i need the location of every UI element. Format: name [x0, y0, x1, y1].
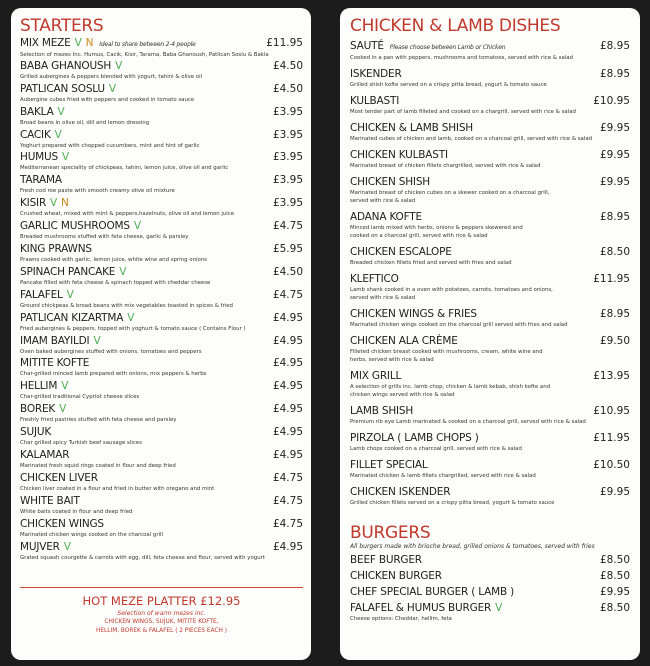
menu-item	[350, 486, 630, 507]
item-name-line	[20, 335, 273, 348]
item-name-line	[350, 586, 600, 599]
starters-panel	[11, 8, 311, 660]
vegetarian-badge: V	[66, 288, 74, 301]
menu-item	[350, 246, 630, 267]
item-name: KISIR	[20, 197, 47, 210]
item-description: Oven baked aubergines stuffed with onions, tomatoes and peppers	[20, 348, 202, 355]
item-price: £4.95	[272, 449, 303, 462]
item-description: cooked on a charcoal grill, served with rice & salad	[350, 233, 488, 239]
item-main	[20, 151, 273, 172]
item-name-line	[20, 106, 273, 119]
item-name: CHICKEN LIVER	[20, 471, 98, 484]
item-name-line	[350, 308, 600, 321]
item-name-line	[350, 486, 600, 499]
item-description: A selection of grills inc. lamb chop, chicken & lamb kebab, shish kofte and	[350, 384, 551, 390]
item-price: £4.50	[272, 82, 303, 95]
item-price: £3.95	[272, 151, 303, 164]
item-name-line	[20, 220, 273, 233]
item-main	[20, 243, 273, 264]
item-name: PIRZOLA ( LAMB CHOPS )	[350, 432, 479, 444]
menu-item	[350, 95, 630, 116]
item-description: Char-grilled minced lamb prepared with onions, mix peppers & herbs	[20, 371, 207, 378]
item-description: Lamb shank cooked in a oven with potatoes, carrots, tomatoes and onions,	[350, 287, 553, 293]
item-price: £4.50	[272, 265, 303, 278]
item-price: £9.95	[599, 176, 630, 188]
menu-item	[20, 59, 303, 82]
item-main	[350, 335, 600, 364]
menu-item	[20, 494, 303, 517]
item-description: Fried aubergines & peppers, topped with yoghurt & tomato sauce ( Contains Flour )	[20, 325, 246, 332]
item-price: £8.50	[599, 602, 630, 614]
item-main	[20, 220, 273, 241]
item-main	[350, 308, 600, 329]
item-name-line	[20, 266, 273, 279]
menu-item	[20, 173, 303, 196]
item-name-line	[20, 357, 273, 370]
item-name-line	[20, 129, 273, 142]
item-price: £4.75	[272, 517, 303, 530]
item-main	[20, 129, 273, 150]
vegetarian-badge: V	[108, 82, 116, 95]
item-description: Lamb chops cooked on a charcoal grill, served with rice & salad	[350, 446, 522, 452]
menu-item	[20, 356, 303, 379]
item-main	[20, 174, 273, 195]
item-name: MUJVER	[20, 540, 60, 553]
vegetarian-badge: V	[115, 59, 123, 72]
item-description: Crushed wheat, mixed with mint & peppers,hazelnuts, olive oil and lemon juice	[20, 211, 235, 218]
item-price: £8.95	[599, 308, 630, 320]
item-description: Marinated fresh squid rings coated in flour and deep fried	[20, 463, 176, 470]
menu-item	[350, 40, 630, 62]
item-name-line	[350, 370, 593, 383]
menu-item	[350, 586, 630, 599]
item-price: £3.95	[272, 128, 303, 141]
item-name-line	[20, 472, 273, 485]
item-name: WHITE BAIT	[20, 494, 80, 507]
item-name-line	[350, 211, 600, 224]
menu-item	[350, 602, 630, 623]
section-title-chicken-lamb: CHICKEN & LAMB DISHES	[350, 16, 561, 36]
item-main	[350, 459, 593, 480]
item-description: Prawns cooked with garlic, lemon juice, white wine and spring onions	[20, 257, 207, 264]
item-name-line	[20, 37, 266, 51]
item-price: £10.50	[593, 459, 630, 471]
item-description: Breaded chicken fillets fried and served with fries and salad	[350, 260, 512, 266]
item-price: £10.95	[593, 405, 630, 417]
item-description: Chicken liver coated in a flour and fried in butter with oregano and mint	[20, 485, 215, 492]
vegetarian-badge: V	[133, 220, 141, 233]
menu-item	[20, 379, 303, 402]
item-note: Ideal to share between 2-4 people	[99, 41, 196, 48]
vegetarian-badge: V	[61, 380, 69, 393]
item-name-line	[20, 426, 273, 439]
item-name: BOREK	[20, 403, 56, 416]
item-description: Grated squash courgette & carrots with egg, dill, feta cheese and flour, served with yogurt	[20, 554, 265, 561]
item-description: Fresh cod roe paste with smooth creamy olive oil mixture	[20, 188, 175, 195]
item-description: Most tender part of lamb filleted and cooked on a chargrill, served with rice & salad	[350, 109, 576, 115]
item-description: Marinated chicken wings cooked on the charcoal grill	[20, 531, 164, 538]
item-name-line	[350, 95, 593, 108]
chicken-lamb-list	[350, 40, 630, 507]
item-main	[20, 518, 273, 539]
item-main	[20, 541, 273, 562]
menu-item	[350, 149, 630, 170]
menu-item	[20, 402, 303, 425]
menu-item	[20, 196, 303, 219]
item-main	[20, 266, 273, 287]
item-main	[350, 122, 600, 143]
vegetarian-badge: V	[62, 151, 69, 164]
item-main	[20, 449, 273, 470]
menu-item	[350, 570, 630, 583]
item-name-line	[350, 570, 600, 583]
item-description: Yoghurt prepared with chopped cucumbers, mint and hint of garlic	[20, 142, 200, 149]
item-description: Marinated breast of chicken fillets chargrilled, served with rice & salad	[350, 163, 541, 169]
item-name: HELLIM	[20, 380, 58, 393]
item-name-line	[350, 122, 600, 135]
item-description: Cooked in a pan with peppers, mushrooms and tomatoes, served with rice & salad	[350, 55, 573, 61]
menu-item	[20, 540, 303, 563]
item-main	[20, 60, 273, 81]
item-name: KLEFTICO	[350, 273, 399, 285]
item-description: Ground chickpeas & broad beans with mix vegetables toasted in spices & fried	[20, 302, 233, 309]
item-price: £8.95	[599, 211, 630, 223]
item-main	[350, 176, 600, 205]
item-description: Char grilled spicy Turkish beef sausage slices	[20, 440, 142, 447]
item-main	[20, 380, 273, 401]
item-description: chicken wings served with rice & salad	[350, 392, 455, 398]
vegetarian-badge: V	[50, 197, 58, 210]
item-price: £4.95	[272, 403, 303, 416]
item-description: Char-grilled traditional Cypriot cheese slices	[20, 394, 140, 401]
menu-item	[20, 288, 303, 311]
platter-title: HOT MEZE PLATTER £12.95	[82, 594, 241, 609]
vegetarian-badge: V	[119, 265, 127, 278]
menu-item	[350, 68, 630, 89]
item-name-line	[350, 176, 600, 189]
item-description: Selection of mezes Inc. Humus, Cacik, Kisir, Tarama, Baba Ghanoush, Patlican Soslu & Bakla	[20, 52, 269, 58]
item-description: Marinated chicken wings cooked on the charcoal grill served with fries and salad	[350, 322, 568, 328]
item-name: CHICKEN BURGER	[350, 570, 442, 582]
vegetarian-badge: V	[59, 403, 67, 416]
item-main	[350, 273, 593, 302]
item-description: served with rice & salad	[350, 295, 416, 301]
item-name: MIX GRILL	[350, 370, 402, 382]
item-description: Freshly fried pastries stuffed with feta cheese and parsley	[20, 417, 177, 424]
item-price: £4.50	[272, 59, 303, 72]
item-name-line	[20, 403, 273, 416]
item-main	[350, 586, 600, 599]
item-name: CHICKEN WINGS & FRIES	[350, 308, 477, 320]
item-name-line	[350, 149, 600, 162]
item-main	[350, 95, 593, 116]
item-description: Mediterranean speciality of chickpeas, tahini, lemon juice, olive oil and garlic	[20, 165, 229, 172]
section-title-starters: STARTERS	[20, 16, 104, 36]
vegetarian-badge: V	[63, 540, 71, 553]
item-main	[20, 403, 273, 424]
item-name: CHICKEN ISKENDER	[350, 486, 451, 498]
item-name: ADANA KOFTE	[350, 211, 422, 223]
item-name-line	[20, 243, 273, 256]
item-price: £4.95	[272, 426, 303, 439]
vegetarian-badge: V	[57, 105, 65, 118]
menu-item	[350, 370, 630, 399]
item-price: £4.75	[272, 494, 303, 507]
item-name-line	[20, 312, 273, 325]
item-main	[350, 570, 600, 583]
item-name: CHICKEN ESCALOPE	[350, 246, 452, 258]
item-main	[350, 486, 600, 507]
item-price: £11.95	[593, 273, 630, 285]
item-name: MITITE KOFTE	[20, 357, 90, 370]
item-main	[20, 335, 273, 356]
item-name-line	[350, 554, 600, 567]
item-name: PATLICAN KIZARTMA	[20, 311, 124, 324]
vegetarian-badge: V	[127, 311, 135, 324]
item-description: Marinated breast of chicken cubes on a skewer cooked on a charcoal grill,	[350, 190, 550, 196]
item-price: £9.50	[599, 335, 630, 347]
item-name-line	[350, 459, 593, 472]
item-name: SUJUK	[20, 426, 52, 439]
item-description: Filleted chicken breast cooked with mushrooms, cream, white wine and	[350, 349, 543, 355]
item-name: CHICKEN KULBASTI	[350, 149, 448, 161]
platter-line: HELLIM, BOREK & FALAFEL ( 2 PIECES EACH )	[96, 628, 227, 635]
menu-item	[350, 432, 630, 453]
item-price: £13.95	[593, 370, 630, 382]
item-description: Cheese options: Cheddar, hellim, feta	[350, 616, 452, 622]
starters-list	[20, 36, 303, 562]
item-price: £11.95	[266, 37, 303, 49]
item-name: HUMUS	[20, 151, 58, 164]
item-description: Marinated chicken & lamb fillets chargrilled, served with rice & salad	[350, 473, 536, 479]
item-description: herbs, served with rice & salad	[350, 357, 434, 363]
item-main	[350, 211, 600, 240]
item-name-line	[350, 40, 600, 54]
item-price: £4.75	[272, 220, 303, 233]
item-price: £4.75	[272, 288, 303, 301]
item-description: Pancake filled with feta cheese & spinach topped with cheddar cheese	[20, 279, 211, 286]
item-name-line	[20, 449, 273, 462]
item-main	[20, 37, 269, 59]
platter-subtitle: Selection of warm mezes inc.	[117, 610, 206, 618]
item-name-line	[350, 405, 593, 418]
item-description: Premium rib eye Lamb marinated & cooked on a charcoal grill, served with rice & salad	[350, 419, 586, 425]
item-price: £8.50	[599, 554, 630, 566]
menu-item	[350, 176, 630, 205]
item-name-line	[20, 83, 273, 96]
item-description: Broad beans in olive oil, dill and lemon dressing	[20, 119, 150, 126]
item-name: IMAM BAYILDI	[20, 334, 90, 347]
item-main	[20, 312, 273, 333]
item-name-line	[20, 541, 273, 554]
item-price: £4.95	[272, 540, 303, 553]
item-name-line	[20, 151, 273, 164]
item-main	[350, 602, 600, 623]
item-price: £3.95	[272, 105, 303, 118]
hot-meze-platter	[20, 594, 303, 636]
item-note: Please choose between Lamb or Chicken	[389, 44, 506, 51]
menu-item	[350, 211, 630, 240]
menu-item	[350, 405, 630, 426]
item-name: CHEF SPECIAL BURGER ( LAMB )	[350, 586, 515, 598]
item-price: £4.75	[272, 471, 303, 484]
item-name-line	[350, 602, 600, 615]
item-name: CHICKEN ALA CRÈME	[350, 335, 458, 347]
platter-line: CHICKEN WINGS, SUJUK, MITITE KOFTE,	[104, 619, 219, 626]
item-name-line	[350, 68, 600, 81]
item-name: KING PRAWNS	[20, 243, 92, 256]
menu-item	[350, 459, 630, 480]
menu-item	[350, 335, 630, 364]
menu-item	[350, 122, 630, 143]
item-description: Minced lamb mixed with herbs, onions & peppers skewered and	[350, 225, 523, 231]
item-name-line	[20, 518, 273, 531]
item-price: £8.95	[599, 68, 630, 80]
item-name-line	[20, 495, 273, 508]
menu-item	[20, 150, 303, 173]
item-price: £10.95	[593, 95, 630, 107]
item-price: £8.50	[599, 246, 630, 258]
item-main	[20, 357, 273, 378]
item-name: CACIK	[20, 128, 51, 141]
menu-item	[350, 273, 630, 302]
item-name-line	[350, 273, 593, 286]
vegetarian-badge: V	[495, 602, 503, 614]
item-price: £3.95	[272, 197, 303, 210]
burgers-list	[350, 554, 630, 623]
item-price: £4.95	[272, 357, 303, 370]
menu-item	[20, 334, 303, 357]
menu-item	[20, 242, 303, 265]
item-name-line	[20, 197, 273, 210]
vegetarian-badge: V	[93, 334, 101, 347]
item-main	[350, 40, 600, 62]
item-price: £4.95	[272, 380, 303, 393]
menu-item	[20, 105, 303, 128]
item-name: SPINACH PANCAKE	[20, 265, 116, 278]
menu-item	[20, 425, 303, 448]
item-name: MIX MEZE	[20, 37, 71, 49]
item-name: ISKENDER	[350, 68, 402, 80]
item-description: Marinated cubes of chicken and lamb, cooked on a charcoal grill, served with rice & salad	[350, 136, 593, 142]
menu-item	[20, 36, 303, 59]
item-main	[20, 426, 273, 447]
item-price: £9.95	[599, 122, 630, 134]
item-main	[20, 472, 273, 493]
item-name: FALAFEL	[20, 288, 63, 301]
menu-item	[20, 265, 303, 288]
item-price: £11.95	[593, 432, 630, 444]
item-price: £9.95	[599, 486, 630, 498]
item-price: £3.95	[272, 174, 303, 187]
burgers-note: All burgers made with brioche bread, grilled onions & tomatoes, served with fries	[350, 543, 595, 550]
item-price: £8.50	[599, 570, 630, 582]
item-name: TARAMA	[20, 174, 62, 187]
item-name: FILLET SPECIAL	[350, 459, 428, 471]
item-name: BAKLA	[20, 105, 54, 118]
menu-item	[350, 554, 630, 567]
item-name-line	[350, 432, 593, 445]
menu-item	[20, 448, 303, 471]
item-main	[350, 68, 600, 89]
item-description: served with rice & salad	[350, 198, 416, 204]
item-name: SAUTÉ	[350, 40, 384, 52]
item-description: Breaded mushrooms stuffed with feta cheese, garlic & parsley	[20, 234, 189, 241]
item-main	[350, 405, 593, 426]
item-price: £4.95	[272, 311, 303, 324]
nuts-badge: N	[61, 197, 69, 210]
item-name-line	[20, 174, 273, 187]
menu-item	[20, 219, 303, 242]
item-name: CHICKEN SHISH	[350, 176, 430, 188]
item-main	[350, 149, 600, 170]
item-price: £9.95	[599, 586, 630, 598]
item-price: £8.95	[599, 40, 630, 52]
item-name: CHICKEN WINGS	[20, 517, 104, 530]
item-main	[350, 432, 593, 453]
menu-item	[20, 517, 303, 540]
item-price: £5.95	[272, 243, 303, 256]
menu-item	[20, 471, 303, 494]
menu-item	[20, 311, 303, 334]
item-price: £4.95	[272, 334, 303, 347]
item-description: Grilled shish kofte served on a crispy pitta bread, yogurt & tomato sauce	[350, 82, 547, 88]
item-name-line	[20, 380, 273, 393]
item-main	[20, 106, 273, 127]
vegetarian-badge: V	[74, 37, 82, 49]
item-main	[350, 370, 593, 399]
mains-panel	[340, 8, 640, 660]
item-name-line	[20, 60, 273, 73]
vegetarian-badge: V	[54, 128, 62, 141]
item-name: GARLIC MUSHROOMS	[20, 220, 130, 233]
item-name: BABA GHANOUSH	[20, 59, 112, 72]
menu-item	[20, 128, 303, 151]
item-price: £9.95	[599, 149, 630, 161]
divider	[20, 587, 303, 588]
item-name-line	[350, 246, 600, 259]
item-name: CHICKEN & LAMB SHISH	[350, 122, 473, 134]
item-main	[20, 83, 273, 104]
nuts-badge: N	[85, 37, 94, 49]
item-description: Grilled aubergines & peppers blended with yogurt, tahini & olive oil	[20, 73, 203, 80]
item-name: KULBASTI	[350, 95, 400, 107]
item-main	[350, 246, 600, 267]
item-main	[350, 554, 600, 567]
menu-item	[20, 82, 303, 105]
section-title-burgers: BURGERS	[350, 523, 431, 543]
item-name: BEEF BURGER	[350, 554, 422, 566]
item-main	[20, 495, 273, 516]
item-name-line	[20, 289, 273, 302]
item-name: KALAMAR	[20, 449, 70, 462]
item-description: Aubergine cubes fried with peppers and cooked in tomato sauce	[20, 96, 195, 103]
item-main	[20, 197, 273, 218]
item-name: FALAFEL & HUMUS BURGER	[350, 602, 492, 614]
menu-item	[350, 308, 630, 329]
item-description: White baits coated in flour and deep fried	[20, 508, 133, 515]
item-name: LAMB SHISH	[350, 405, 414, 417]
item-name: PATLICAN SOSLU	[20, 82, 105, 95]
item-name-line	[350, 335, 600, 348]
item-main	[20, 289, 273, 310]
item-description: Grilled chicken fillets served on a crispy pitta bread, yogurt & tomato sauce	[350, 500, 555, 506]
